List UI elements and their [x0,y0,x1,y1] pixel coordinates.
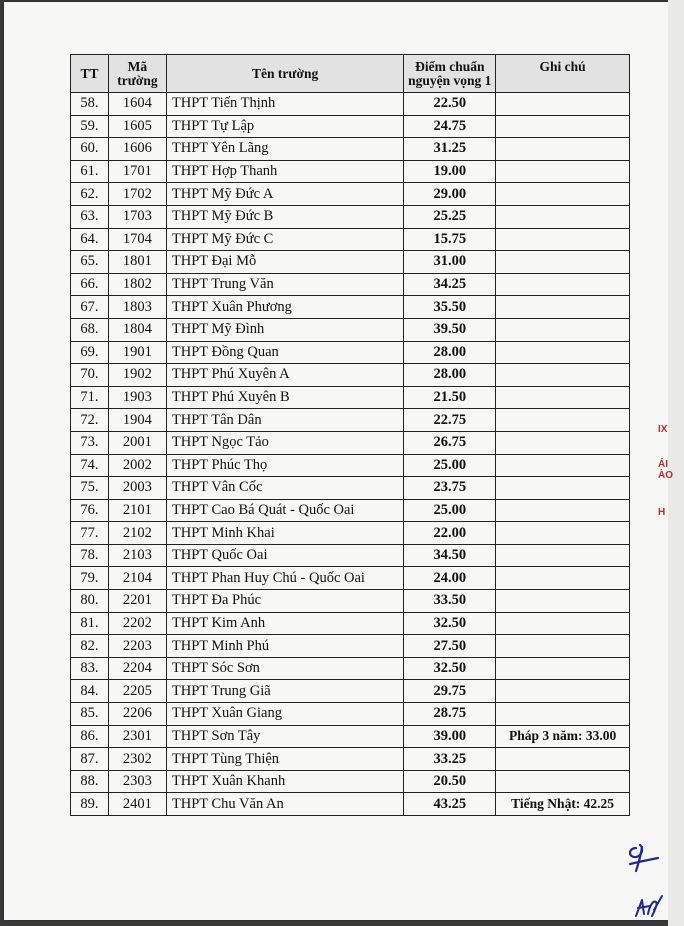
cell-school-name: THPT Tùng Thiện [166,748,403,771]
cell-score: 25.25 [404,205,496,228]
cell-school-name: THPT Sơn Tây [166,725,403,748]
cell-note [496,748,630,771]
cell-score: 20.50 [404,770,496,793]
cell-school-code: 1902 [108,364,166,387]
cell-school-code: 2002 [108,454,166,477]
handwritten-initial-mark [624,838,664,874]
header-tt: TT [71,55,109,93]
header-score-label: Điểm chuẩn nguyện vọng 1 [408,58,492,88]
table-row [71,725,630,748]
table-row [71,228,630,251]
table-row [71,409,630,432]
table-row [71,160,630,183]
cell-tt: 61. [71,160,109,183]
cell-note [496,115,630,138]
cell-school-name: THPT Phan Huy Chú - Quốc Oai [166,567,403,590]
cell-score: 23.75 [404,477,496,500]
table-row [71,635,630,658]
table-row [71,770,630,793]
cell-school-code: 2302 [108,748,166,771]
cell-school-code: 2203 [108,635,166,658]
cell-school-code: 2101 [108,499,166,522]
cell-score: 33.25 [404,748,496,771]
cell-tt: 66. [71,273,109,296]
cell-school-name: THPT Yên Lãng [166,138,403,161]
cell-score: 24.75 [404,115,496,138]
stamp-line: ÁI [658,459,668,470]
cell-score: 26.75 [404,431,496,454]
header-school-name: Tên trường [166,55,403,93]
cell-school-name: THPT Đại Mỗ [166,251,403,274]
cell-tt: 88. [71,770,109,793]
cell-school-name: THPT Trung Văn [166,273,403,296]
cell-tt: 75. [71,477,109,500]
cell-tt: 77. [71,522,109,545]
cell-school-code: 1801 [108,251,166,274]
table-row [71,522,630,545]
cell-school-code: 1604 [108,93,166,116]
cell-school-code: 1606 [108,138,166,161]
cell-note [496,454,630,477]
cell-tt: 73. [71,431,109,454]
table-row [71,590,630,613]
cell-note [496,522,630,545]
cell-note [496,544,630,567]
cell-tt: 67. [71,296,109,319]
cell-note [496,228,630,251]
cell-school-name: THPT Trung Giã [166,680,403,703]
table-row [71,431,630,454]
cell-note [496,138,630,161]
stamp-line: IX [658,424,668,435]
cell-score: 22.00 [404,522,496,545]
cell-school-code: 2201 [108,590,166,613]
cell-school-name: THPT Xuân Giang [166,703,403,726]
cell-school-name: THPT Mỹ Đức B [166,205,403,228]
cell-note [496,296,630,319]
cell-tt: 68. [71,318,109,341]
table-row [71,499,630,522]
header-school-code-label: Mã trường [117,58,158,88]
cell-note [496,612,630,635]
cell-tt: 82. [71,635,109,658]
cell-tt: 86. [71,725,109,748]
cell-school-name: THPT Mỹ Đức A [166,183,403,206]
cell-school-name: THPT Đa Phúc [166,590,403,613]
cell-note [496,680,630,703]
cell-score: 28.00 [404,341,496,364]
cell-score: 15.75 [404,228,496,251]
cell-school-name: THPT Tiến Thịnh [166,93,403,116]
cell-score: 32.50 [404,657,496,680]
cell-school-code: 1803 [108,296,166,319]
cell-school-code: 1903 [108,386,166,409]
cell-school-name: THPT Phúc Thọ [166,454,403,477]
cell-score: 29.00 [404,183,496,206]
cell-school-code: 2001 [108,431,166,454]
cell-score: 43.25 [404,793,496,816]
table-row [71,703,630,726]
cell-score: 34.50 [404,544,496,567]
cell-tt: 65. [71,251,109,274]
cell-note [496,318,630,341]
cell-note [496,770,630,793]
stamp-line: ÀO [658,470,673,481]
cell-school-name: THPT Mỹ Đình [166,318,403,341]
cell-score: 31.00 [404,251,496,274]
cell-score: 31.25 [404,138,496,161]
cell-school-code: 1703 [108,205,166,228]
cell-school-code: 2301 [108,725,166,748]
cell-school-name: THPT Hợp Thanh [166,160,403,183]
table-row [71,748,630,771]
cell-tt: 84. [71,680,109,703]
cell-tt: 64. [71,228,109,251]
cell-score: 21.50 [404,386,496,409]
cell-school-code: 1702 [108,183,166,206]
cell-note [496,183,630,206]
cell-school-code: 2401 [108,793,166,816]
cell-note [496,703,630,726]
cell-note [496,273,630,296]
cell-note [496,386,630,409]
cell-school-name: THPT Kim Anh [166,612,403,635]
cell-school-name: THPT Sóc Sơn [166,657,403,680]
cell-school-name: THPT Phú Xuyên A [166,364,403,387]
table-row [71,793,630,816]
table-row [71,567,630,590]
table-row [71,138,630,161]
admission-scores-table [70,54,630,816]
cell-tt: 78. [71,544,109,567]
cell-note: Tiếng Nhật: 42.25 [496,793,630,816]
cell-school-name: THPT Tự Lập [166,115,403,138]
cell-score: 27.50 [404,635,496,658]
table-row [71,364,630,387]
header-note: Ghi chú [496,55,630,93]
table-row [71,612,630,635]
cell-school-code: 1701 [108,160,166,183]
cell-tt: 85. [71,703,109,726]
cell-school-name: THPT Quốc Oai [166,544,403,567]
cell-school-code: 2102 [108,522,166,545]
cell-school-name: THPT Minh Phú [166,635,403,658]
cell-school-name: THPT Mỹ Đức C [166,228,403,251]
cell-score: 32.50 [404,612,496,635]
cell-school-code: 1901 [108,341,166,364]
cell-school-code: 2103 [108,544,166,567]
table-row [71,205,630,228]
cell-school-name: THPT Minh Khai [166,522,403,545]
cell-tt: 76. [71,499,109,522]
table-row [71,93,630,116]
cell-school-name: THPT Xuân Khanh [166,770,403,793]
cell-score: 35.50 [404,296,496,319]
cell-school-name: THPT Cao Bá Quát - Quốc Oai [166,499,403,522]
cell-score: 19.00 [404,160,496,183]
cell-score: 33.50 [404,590,496,613]
cell-note [496,341,630,364]
cell-tt: 80. [71,590,109,613]
cell-score: 29.75 [404,680,496,703]
cell-school-code: 2003 [108,477,166,500]
cell-tt: 79. [71,567,109,590]
table-row [71,115,630,138]
cell-tt: 83. [71,657,109,680]
cell-school-code: 2303 [108,770,166,793]
cell-school-code: 2104 [108,567,166,590]
cell-school-code: 1605 [108,115,166,138]
cell-tt: 81. [71,612,109,635]
cell-note [496,160,630,183]
cell-score: 34.25 [404,273,496,296]
cell-tt: 69. [71,341,109,364]
header-school-code [108,55,166,93]
cell-note [496,590,630,613]
table-row [71,273,630,296]
cell-note [496,251,630,274]
table-row [71,251,630,274]
margin-stamp [658,424,684,518]
cell-school-name: THPT Chu Văn An [166,793,403,816]
cell-school-name: THPT Tân Dân [166,409,403,432]
cell-school-code: 2204 [108,657,166,680]
cell-tt: 62. [71,183,109,206]
cell-score: 22.75 [404,409,496,432]
table-row [71,454,630,477]
cell-school-code: 1704 [108,228,166,251]
cell-score: 28.00 [404,364,496,387]
cell-note [496,431,630,454]
cell-tt: 74. [71,454,109,477]
table-header-row [71,55,630,93]
cell-note [496,409,630,432]
table-row [71,477,630,500]
cell-school-name: THPT Đồng Quan [166,341,403,364]
cell-note [496,635,630,658]
cell-note [496,477,630,500]
cell-tt: 87. [71,748,109,771]
stamp-line: H [658,507,666,518]
cell-tt: 72. [71,409,109,432]
cell-note: Pháp 3 năm: 33.00 [496,725,630,748]
cell-school-code: 2206 [108,703,166,726]
cell-note [496,205,630,228]
table-row [71,296,630,319]
cell-note [496,499,630,522]
table-row [71,386,630,409]
table-row [71,657,630,680]
cell-school-code: 2202 [108,612,166,635]
table-row [71,544,630,567]
cell-tt: 63. [71,205,109,228]
cell-score: 25.00 [404,454,496,477]
cell-score: 39.50 [404,318,496,341]
cell-school-code: 1904 [108,409,166,432]
table-row [71,318,630,341]
cell-tt: 89. [71,793,109,816]
cell-score: 22.50 [404,93,496,116]
cell-score: 25.00 [404,499,496,522]
table-body [71,93,630,816]
cell-school-name: THPT Phú Xuyên B [166,386,403,409]
cell-school-code: 2205 [108,680,166,703]
cell-tt: 58. [71,93,109,116]
cell-score: 24.00 [404,567,496,590]
cell-score: 39.00 [404,725,496,748]
header-score [404,55,496,93]
cell-tt: 60. [71,138,109,161]
cell-school-name: THPT Xuân Phương [166,296,403,319]
table-row [71,183,630,206]
cell-school-name: THPT Vân Cốc [166,477,403,500]
cell-school-name: THPT Ngọc Tảo [166,431,403,454]
cell-note [496,657,630,680]
cell-tt: 59. [71,115,109,138]
cell-school-code: 1804 [108,318,166,341]
cell-note [496,364,630,387]
table-row [71,341,630,364]
cell-score: 28.75 [404,703,496,726]
cell-tt: 70. [71,364,109,387]
cell-school-code: 1802 [108,273,166,296]
cell-note [496,93,630,116]
table-row [71,680,630,703]
cell-note [496,567,630,590]
handwritten-signature [632,892,666,922]
cell-tt: 71. [71,386,109,409]
